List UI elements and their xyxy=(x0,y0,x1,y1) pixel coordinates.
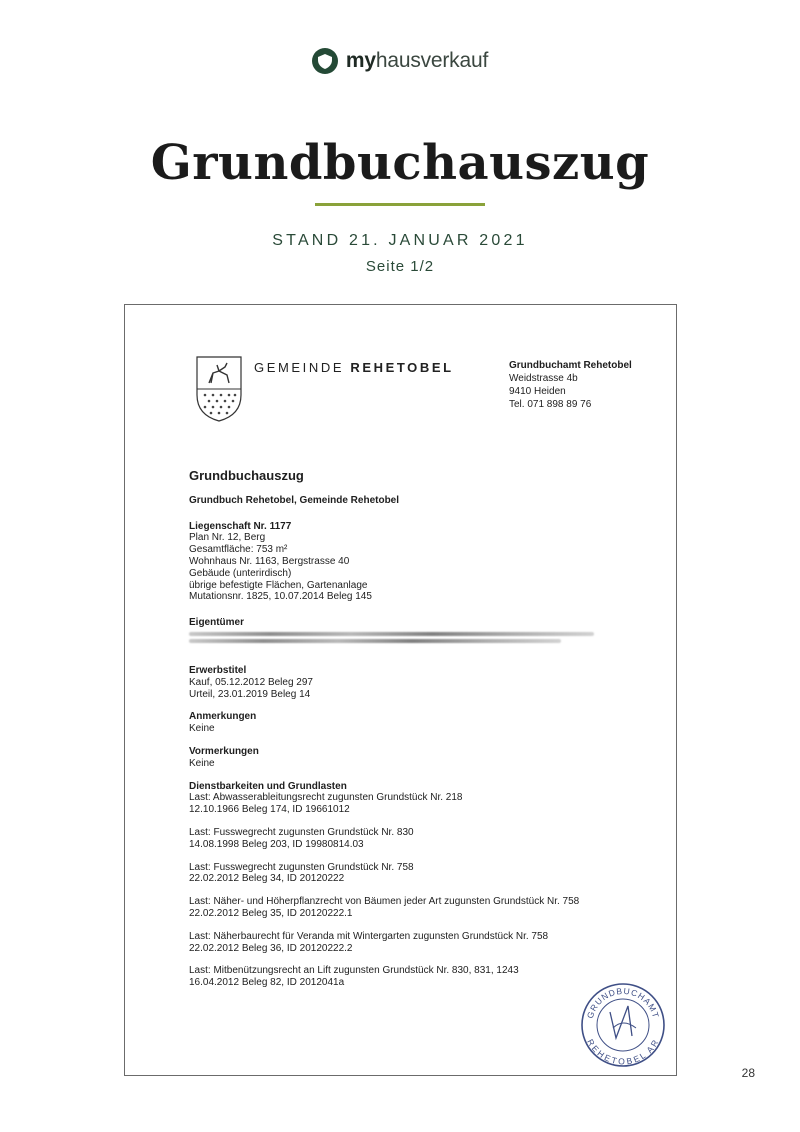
page-indicator: Seite 1/2 xyxy=(365,258,435,275)
text-line: Keine xyxy=(189,723,215,735)
last-reference: 12.10.1966 Beleg 174, ID 19661012 xyxy=(189,804,350,816)
document-body xyxy=(189,470,659,989)
redacted-owner-line xyxy=(189,639,561,643)
last-title: Last: Fusswegrecht zugunsten Grundstück Nr. 830 xyxy=(189,826,414,838)
svg-text:REHETOBEL AR: REHETOBEL AR xyxy=(585,1037,661,1067)
stand-date: STAND 21. JANUAR 2021 xyxy=(272,232,528,249)
section-liegenschaft xyxy=(189,521,659,604)
text-line: Kauf, 05.12.2012 Beleg 297 xyxy=(189,676,313,688)
last-entry xyxy=(189,896,659,920)
section-heading: Dienstbarkeiten und Grundlasten xyxy=(189,780,347,792)
amt-street: Weidstrasse 4b xyxy=(509,373,578,384)
last-entry xyxy=(189,862,659,886)
section-dienstbarkeiten xyxy=(189,781,659,989)
section-vormerkungen xyxy=(189,746,659,770)
house-logo-icon xyxy=(312,48,338,74)
text-line: Gebäude (unterirdisch) xyxy=(189,567,292,579)
amt-city: 9410 Heiden xyxy=(509,386,566,397)
last-reference: 22.02.2012 Beleg 35, ID 20120222.1 xyxy=(189,907,353,919)
section-heading: Vormerkungen xyxy=(189,745,259,757)
amt-name: Grundbuchamt Rehetobel xyxy=(509,360,632,371)
last-title: Last: Mitbenützungsrecht an Lift zugunsten Grundstück Nr. 830, 831, 1243 xyxy=(189,965,519,977)
section-erwerbstitel xyxy=(189,665,659,700)
grundbuch-document xyxy=(124,304,677,1076)
last-title: Last: Abwasserableitungsrecht zugunsten Grundstück Nr. 218 xyxy=(189,792,463,804)
last-entry xyxy=(189,792,659,816)
section-heading: Eigentümer xyxy=(189,617,245,629)
amt-phone: Tel. 071 898 89 76 xyxy=(509,399,592,410)
brand-logo xyxy=(0,48,800,74)
text-line: Keine xyxy=(189,757,215,769)
last-entry xyxy=(189,931,659,955)
brand-name: myhausverkauf xyxy=(345,49,489,72)
section-anmerkungen xyxy=(189,711,659,735)
text-line: Urteil, 23.01.2019 Beleg 14 xyxy=(189,688,311,700)
last-title: Last: Näherbaurecht für Veranda mit Wintergarten zugunsten Grundstück Nr. 758 xyxy=(189,930,549,942)
last-reference: 22.02.2012 Beleg 34, ID 20120222 xyxy=(189,873,345,885)
last-reference: 14.08.1998 Beleg 203, ID 19980814.03 xyxy=(189,838,364,850)
section-heading: Erwerbstitel xyxy=(189,664,247,676)
last-entry xyxy=(189,827,659,851)
last-title: Last: Näher- und Höherpflanzrecht von Bäumen jeder Art zugunsten Grundstück Nr. 758 xyxy=(189,896,580,908)
gemeinde-heading: GEMEINDE REHETOBEL xyxy=(254,360,454,375)
coat-of-arms-icon xyxy=(195,355,243,423)
last-reference: 22.02.2012 Beleg 36, ID 20120222.2 xyxy=(189,942,353,954)
redacted-owner-line xyxy=(189,632,594,636)
section-heading: Liegenschaft Nr. 1177 xyxy=(189,520,292,532)
text-line: übrige befestigte Flächen, Gartenanlage xyxy=(189,579,368,591)
svg-text:GRUNDBUCHAMT: GRUNDBUCHAMT xyxy=(584,985,662,1020)
document-subtitle: Grundbuch Rehetobel, Gemeinde Rehetobel xyxy=(189,494,400,506)
last-reference: 16.04.2012 Beleg 82, ID 2012041a xyxy=(189,977,345,989)
text-line: Plan Nr. 12, Berg xyxy=(189,532,266,544)
grundbuchamt-address xyxy=(509,359,632,411)
page-number: 28 xyxy=(741,1066,755,1080)
text-line: Gesamtfläche: 753 m² xyxy=(189,544,288,556)
text-line: Wohnhaus Nr. 1163, Bergstrasse 40 xyxy=(189,555,350,567)
official-stamp-icon xyxy=(580,982,666,1068)
text-line: Mutationsnr. 1825, 10.07.2014 Beleg 145 xyxy=(189,591,372,603)
section-heading: Anmerkungen xyxy=(189,711,257,723)
last-title: Last: Fusswegrecht zugunsten Grundstück Nr. 758 xyxy=(189,861,414,873)
document-title: Grundbuchauszug xyxy=(189,468,304,483)
section-eigentuemer xyxy=(189,617,659,643)
page-title: Grundbuchauszug xyxy=(150,135,650,191)
title-divider xyxy=(315,203,485,206)
